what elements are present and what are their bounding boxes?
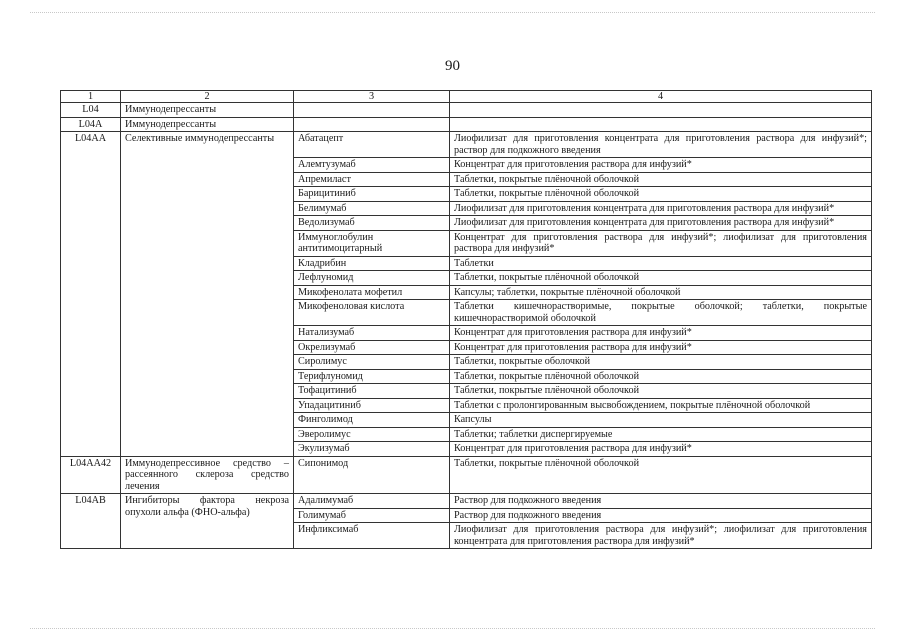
- dosage-form-cell: Капсулы: [450, 413, 872, 428]
- drug-name-cell: Голимумаб: [294, 508, 450, 523]
- atc-code-cell: L04AB: [61, 494, 121, 549]
- table-row: [61, 117, 872, 132]
- drug-name-cell: Алемтузумаб: [294, 158, 450, 173]
- dosage-form-cell: Лиофилизат для приготовления раствора для инфузий*; лиофилизат для приготовления концентрата для приготовления раствора для инфузий*: [450, 523, 872, 549]
- drug-name-cell: [294, 103, 450, 118]
- dosage-form-cell: Таблетки, покрытые плёночной оболочкой: [450, 369, 872, 384]
- drug-name-cell: Белимумаб: [294, 201, 450, 216]
- dosage-form-cell: Лиофилизат для приготовления концентрата для приготовления раствора для инфузий*: [450, 201, 872, 216]
- dosage-form-cell: Раствор для подкожного введения: [450, 508, 872, 523]
- scan-edge-bottom: [30, 628, 875, 629]
- drug-name-cell: Экулизумаб: [294, 442, 450, 457]
- drug-name-cell: Тофацитиниб: [294, 384, 450, 399]
- page-number: 90: [445, 58, 460, 74]
- dosage-form-cell: Капсулы; таблетки, покрытые плёночной оболочкой: [450, 285, 872, 300]
- drug-name-cell: Окрелизумаб: [294, 340, 450, 355]
- group-name-cell: Иммунодепрессанты: [121, 103, 294, 118]
- drug-table: [60, 90, 872, 549]
- table-row: [61, 494, 872, 509]
- drug-name-cell: Иммуноглобулин антитимоцитарный: [294, 230, 450, 256]
- drug-name-cell: Терифлуномид: [294, 369, 450, 384]
- header-cell: 3: [294, 91, 450, 103]
- drug-name-cell: Сипонимод: [294, 456, 450, 494]
- header-cell: 4: [450, 91, 872, 103]
- dosage-form-cell: Концентрат для приготовления раствора для инфузий*: [450, 326, 872, 341]
- drug-name-cell: Барицитиниб: [294, 187, 450, 202]
- dosage-form-cell: Таблетки, покрытые плёночной оболочкой: [450, 271, 872, 286]
- dosage-form-cell: Концентрат для приготовления раствора для инфузий*: [450, 442, 872, 457]
- dosage-form-cell: Концентрат для приготовления раствора для инфузий*: [450, 340, 872, 355]
- dosage-form-cell: Таблетки, покрытые плёночной оболочкой: [450, 456, 872, 494]
- dosage-form-cell: Таблетки; таблетки диспергируемые: [450, 427, 872, 442]
- drug-name-cell: Инфликсимаб: [294, 523, 450, 549]
- dosage-form-cell: Концентрат для приготовления раствора для инфузий*: [450, 158, 872, 173]
- dosage-form-cell: Таблетки с пролонгированным высвобождением, покрытые плёночной оболочкой: [450, 398, 872, 413]
- atc-code-cell: L04A: [61, 117, 121, 132]
- drug-name-cell: Ведолизумаб: [294, 216, 450, 231]
- dosage-form-cell: [450, 117, 872, 132]
- scan-edge-top: [30, 12, 875, 13]
- drug-name-cell: Кладрибин: [294, 256, 450, 271]
- drug-name-cell: Упадацитиниб: [294, 398, 450, 413]
- drug-name-cell: Лефлуномид: [294, 271, 450, 286]
- table-row: [61, 456, 872, 494]
- dosage-form-cell: Лиофилизат для приготовления концентрата для приготовления раствора для инфузий*: [450, 216, 872, 231]
- table-row: [61, 132, 872, 158]
- table-row: [61, 103, 872, 118]
- dosage-form-cell: [450, 103, 872, 118]
- table-header-row: [61, 91, 872, 103]
- group-name-cell: Иммунодепрессивное средство – рассеянного склероза средство лечения: [121, 456, 294, 494]
- drug-name-cell: Микофенолата мофетил: [294, 285, 450, 300]
- drug-name-cell: Эверолимус: [294, 427, 450, 442]
- group-name-cell: Селективные иммунодепрессанты: [121, 132, 294, 457]
- dosage-form-cell: Таблетки кишечнорастворимые, покрытые оболочкой; таблетки, покрытые кишечнорастворимой оболочкой: [450, 300, 872, 326]
- dosage-form-cell: Таблетки, покрытые плёночной оболочкой: [450, 187, 872, 202]
- drug-name-cell: Микофеноловая кислота: [294, 300, 450, 326]
- header-cell: 1: [61, 91, 121, 103]
- drug-name-cell: Апремиласт: [294, 172, 450, 187]
- drug-name-cell: Адалимумаб: [294, 494, 450, 509]
- dosage-form-cell: Таблетки, покрытые плёночной оболочкой: [450, 384, 872, 399]
- atc-code-cell: L04AA42: [61, 456, 121, 494]
- group-name-cell: Ингибиторы фактора некроза опухоли альфа (ФНО-альфа): [121, 494, 294, 549]
- dosage-form-cell: Концентрат для приготовления раствора для инфузий*; лиофилизат для приготовления раствора для инфузий*: [450, 230, 872, 256]
- header-cell: 2: [121, 91, 294, 103]
- drug-name-cell: Сиролимус: [294, 355, 450, 370]
- atc-code-cell: L04AA: [61, 132, 121, 457]
- group-name-cell: Иммунодепрессанты: [121, 117, 294, 132]
- dosage-form-cell: Раствор для подкожного введения: [450, 494, 872, 509]
- dosage-form-cell: Таблетки, покрытые плёночной оболочкой: [450, 172, 872, 187]
- drug-name-cell: Абатацепт: [294, 132, 450, 158]
- drug-name-cell: Финголимод: [294, 413, 450, 428]
- atc-code-cell: L04: [61, 103, 121, 118]
- dosage-form-cell: Таблетки: [450, 256, 872, 271]
- dosage-form-cell: Таблетки, покрытые оболочкой: [450, 355, 872, 370]
- drug-name-cell: [294, 117, 450, 132]
- drug-name-cell: Натализумаб: [294, 326, 450, 341]
- dosage-form-cell: Лиофилизат для приготовления концентрата для приготовления раствора для инфузий*; раствор для подкожного введения: [450, 132, 872, 158]
